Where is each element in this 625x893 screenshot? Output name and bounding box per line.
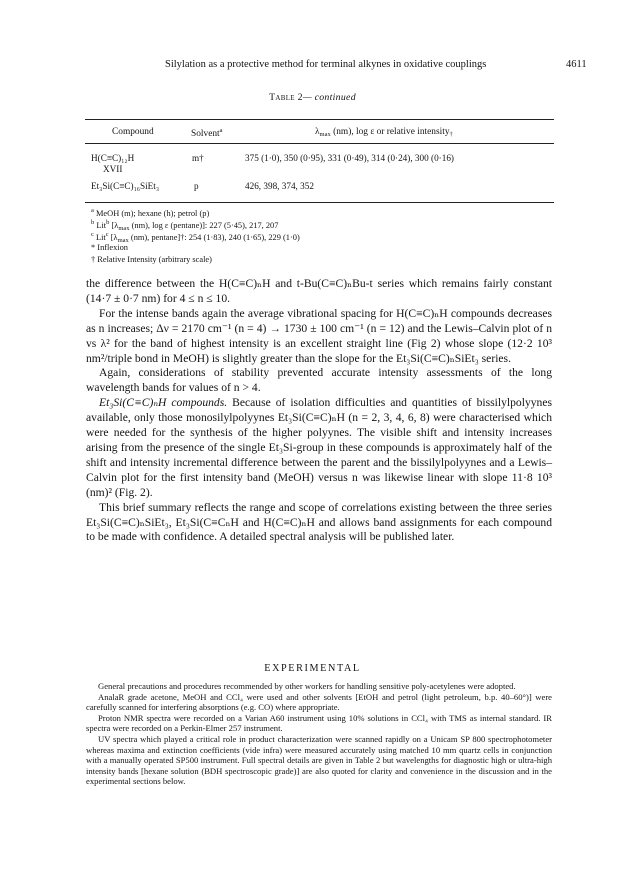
body-paragraph-1: the difference between the H(C≡C)ₙH and t-Bu(C≡C)ₙBu-t series which remains fairly constant (14·7 ± 0·7 nm) for 4 ≤ n ≤ 10.	[86, 277, 552, 305]
table-caption	[0, 92, 625, 103]
footnote-inflexion: * Inflexion	[91, 243, 128, 252]
experimental-paragraph-4: UV spectra which played a critical role in product characterization were scanned rapidly on a Unicam SP 800 spectrophotometer whereas maxima and extinction coefficients (vide infra) were measured accurately using matched 10 mm quartz cells in conjunction with a manually operated SP500 instrument. Full spectral details are given in Table 2 but wavelengths for diagnostic high or ultra-high intensity bands [hexane solution (BDH spectroscopic grade)] are also quoted for clarity and convenience in the discussion and in the experimental sections below.	[86, 733, 552, 787]
row-1-solvent: m†	[192, 153, 204, 163]
experimental-text	[86, 681, 552, 787]
row-1-values: 375 (1·0), 350 (0·95), 331 (0·49), 314 (0·24), 300 (0·16)	[245, 153, 454, 163]
footnote-b: $^b$ Lit$^b$ [$\lambda_{max}$ (nm), log ε (pentane)]: 227 (5·45), 217, 207	[91, 219, 279, 232]
footnote-c: $^c$ Lit$^c$ [$\lambda_{max}$ (nm), pentane]†: 254 (1·83), 240 (1·65), 229 (1·0)	[91, 231, 300, 244]
row-1-compound-note: XVII	[103, 164, 123, 174]
body-text	[86, 277, 552, 545]
body-paragraph-4: Et₃Si(C≡C)ₙH compounds. Because of isolation difficulties and quantities of bissilylpolyynes available, only those monosilylpolyynes Et₃Si(C≡C)ₙH (n = 2, 3, 4, 6, 8) were characterised which were needed for the synthesis of the higher polyynes. The visible shift and intensity increases arising from the presence of the single Et₃Si-group in these compounds is approximately half of the shift and intensity incremental difference between the parent and the bissilylpolyynes and a Lewis–Calvin plot for the first intensity band (MeOH) versus n was likewise linear with slope 11·8 10³ (nm)² (Fig. 2).	[86, 396, 552, 499]
table-top-rule	[85, 119, 554, 120]
row-2-values: 426, 398, 374, 352	[245, 181, 314, 191]
body-paragraph-5: This brief summary reflects the range and scope of correlations existing between the three series Et₃Si(C≡C)ₙSiEt₃, Et₃Si(C≡CₙH and H(C≡C)ₙH and allows band assignments for each compound to be made with confidence. A detailed spectral analysis will be published later.	[86, 500, 552, 544]
row-2-solvent: p	[194, 181, 199, 191]
body-paragraph-2: For the intense bands again the average vibrational spacing for H(C≡C)ₙH compounds decreases as n increases; Δν = 2170 cm⁻¹ (n = 4) → 1730 ± 100 cm⁻¹ (n = 12) and the Lewis–Calvin plot of n vs λ² for the band of highest intensity is an excellent straight line (Fig 2) whose slope (12·2 10³ nm²/triple bond in MeOH) is slightly greater than the slope for the Et₃Si(C≡C)ₙSiEt₃ series.	[86, 306, 552, 365]
footnote-relative-intensity: † Relative Intensity (arbitrary scale)	[91, 255, 212, 264]
col-header-compound: Compound	[112, 127, 154, 137]
table-bottom-rule	[85, 202, 554, 203]
footnote-a: $^a$ MeOH (m); hexane (h); petrol (p)	[91, 207, 210, 218]
running-title: Silylation as a protective method for terminal alkynes in oxidative couplings	[165, 59, 487, 70]
subsection-lead: Et₃Si(C≡C)ₙH compounds.	[99, 396, 228, 410]
table-caption-suffix: — continued	[302, 92, 356, 103]
col-header-solvent: Solvent$^a$	[191, 127, 223, 139]
experimental-paragraph-2: AnalaR grade acetone, MeOH and CCl₄ were used and other solvents [EtOH and petrol (light petroleum, b.p. 40–60°)] were carefully scanned for interfering absorptions (e.g. CO) where appropriate.	[86, 691, 552, 713]
table-header-rule	[85, 143, 554, 144]
experimental-paragraph-1: General precautions and procedures recommended by other workers for handling sensitive poly-acetylenes were adopted.	[98, 681, 516, 691]
row-1-compound: H(C≡C)₁₂H	[91, 153, 135, 163]
section-heading-experimental: EXPERIMENTAL	[264, 663, 361, 674]
body-paragraph-3: Again, considerations of stability prevented accurate intensity assessments of the long wavelength bands for values of n > 4.	[86, 366, 552, 395]
page-number: 4611	[566, 59, 587, 70]
col-header-lambda: $\lambda_{max}$ (nm), log ε or relative intensity$_\dagger$	[315, 127, 453, 138]
experimental-paragraph-3: Proton NMR spectra were recorded on a Varian A60 instrument using 10% solutions in CCl₄ with TMS as internal standard. IR spectra were recorded on a Perkin-Elmer 257 instrument.	[86, 712, 552, 734]
table-caption-label: Table 2	[269, 92, 303, 103]
row-2-compound: Et₃Si(C≡C)₁₆SiEt₃	[91, 181, 160, 191]
